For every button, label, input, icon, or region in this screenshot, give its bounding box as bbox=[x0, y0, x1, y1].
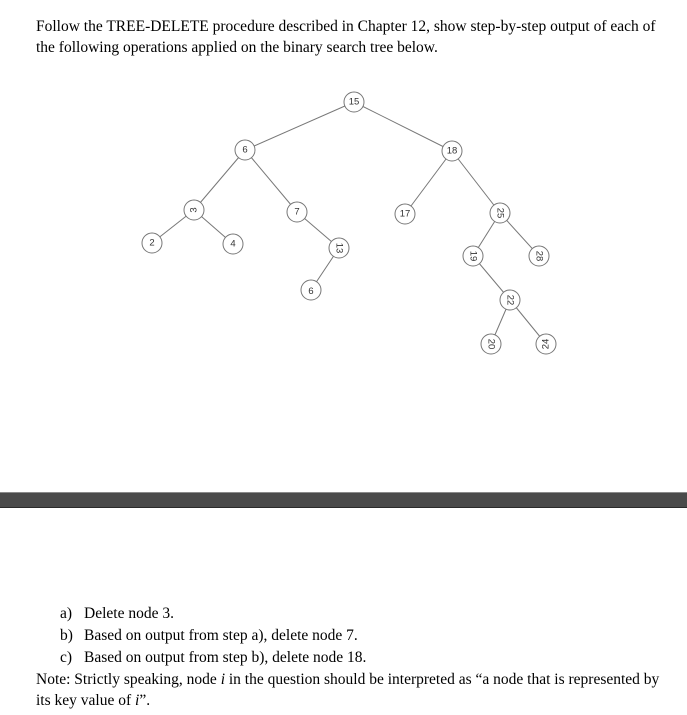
tree-edge-18-17 bbox=[405, 151, 452, 214]
tree-node-label: 24 bbox=[540, 338, 552, 350]
tree-node-15 bbox=[344, 92, 364, 112]
tree-node-9 bbox=[301, 280, 321, 300]
question-b-marker: b) bbox=[60, 627, 73, 644]
tree-node-label: 13 bbox=[333, 242, 345, 254]
question-c-marker: c) bbox=[60, 649, 73, 666]
tree-node-2 bbox=[142, 233, 162, 253]
section-divider-bar bbox=[0, 492, 687, 508]
tree-node-label: 9 bbox=[308, 284, 314, 296]
tree-node-label: 18 bbox=[446, 145, 458, 157]
tree-edge-6-7 bbox=[245, 150, 297, 212]
tree-node-28 bbox=[529, 246, 549, 266]
tree-node-17 bbox=[395, 204, 415, 224]
tree-node-7 bbox=[287, 202, 307, 222]
note-variable: i bbox=[220, 671, 225, 688]
tree-node-label: 2 bbox=[149, 237, 155, 249]
question-a bbox=[36, 603, 676, 625]
tree-node-label: 6 bbox=[242, 144, 248, 156]
question-c bbox=[36, 647, 676, 669]
tree-edge-6-3 bbox=[194, 150, 245, 210]
question-b bbox=[36, 625, 676, 647]
tree-node-label: 22 bbox=[504, 294, 516, 306]
tree-node-25 bbox=[490, 203, 510, 223]
tree-node-13 bbox=[329, 238, 349, 258]
question-a-marker: a) bbox=[60, 605, 73, 622]
intro-paragraph: Follow the TREE-DELETE procedure described in Chapter 12, show step-by-step output of each of the following operations applied on the binary search tree below. bbox=[36, 18, 656, 56]
tree-node-19 bbox=[463, 246, 483, 266]
note-text-after: ”. bbox=[139, 692, 151, 709]
tree-edge-15-18 bbox=[354, 102, 452, 151]
tree-node-label: 25 bbox=[494, 207, 506, 219]
tree-node-label: 7 bbox=[294, 206, 300, 218]
tree-edge-18-25 bbox=[452, 151, 500, 213]
question-c-text: Based on output from step b), delete node 18. bbox=[84, 649, 367, 666]
tree-node-6 bbox=[235, 140, 255, 160]
question-list bbox=[36, 603, 676, 711]
tree-node-4 bbox=[223, 234, 243, 254]
tree-node-18 bbox=[442, 141, 462, 161]
tree-node-20 bbox=[481, 334, 501, 354]
tree-node-label: 17 bbox=[399, 208, 411, 220]
tree-node-3 bbox=[184, 200, 204, 220]
tree-node-22 bbox=[500, 290, 520, 310]
tree-node-label: 20 bbox=[485, 338, 497, 350]
note-text-before: Note: Strictly speaking, node bbox=[36, 671, 221, 688]
tree-node-label: 28 bbox=[533, 250, 545, 262]
question-b-text: Based on output from step a), delete node 7. bbox=[84, 627, 358, 644]
note-paragraph bbox=[36, 669, 676, 711]
tree-node-label: 4 bbox=[230, 238, 236, 250]
note-variable-2: i bbox=[135, 692, 140, 709]
tree-edge-15-6 bbox=[245, 102, 354, 150]
tree-node-label: 15 bbox=[348, 96, 360, 108]
tree-node-label: 19 bbox=[467, 250, 479, 262]
question-a-text: Delete node 3. bbox=[84, 605, 174, 622]
note-text-middle: in the question should be interpreted as “a node that is represented by its key value of bbox=[36, 671, 660, 709]
tree-node-24 bbox=[536, 334, 556, 354]
tree-node-label: 3 bbox=[188, 207, 200, 213]
